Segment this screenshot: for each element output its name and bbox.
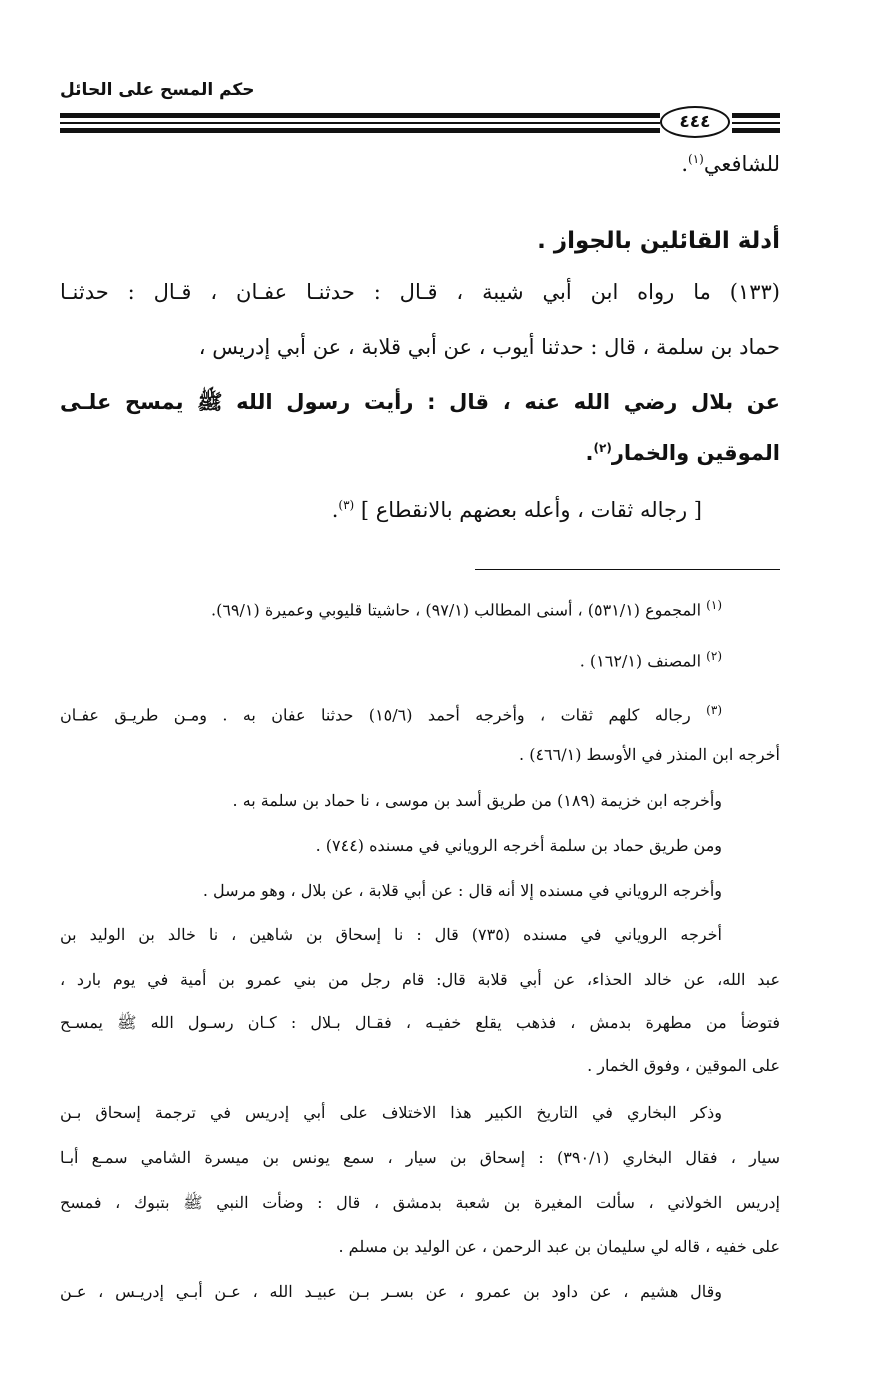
footnote-line: على خفيه ، قاله لي سليمان بن عبد الرحمن ، عن الوليد بن مسلم . [338,1237,780,1256]
grading-text: [ رجاله ثقات ، وأعله بعضهم بالانقطاع ] [360,498,702,522]
footnote-line: سيار ، فقال البخاري (٣٩٠/١) : إسحاق بن سيار ، سمع يونس بن ميسرة الشامي سمـع أبـا [60,1148,780,1167]
page-number: ٤٤٤ [660,106,730,138]
footnote-number: (١) [706,598,722,612]
footnote-ref: (٣) [338,498,355,512]
footnote-line: إدريس الخولاني ، سألت المغيرة بن شعبة بدمشق ، قال : وضأت النبي ﷺ بتبوك ، فمسح [60,1193,780,1212]
footnote-line: ومن طريق حماد بن سلمة أخرجه الروياني في مسنده (٧٤٤) . [315,836,722,855]
footnote-ref: (١) [688,152,704,166]
footnote-line: وقال هشيم ، عن داود بن عمرو ، عن بسـر بـن عبيـد الله ، عـن أبـي إدريـس ، عـن [60,1282,722,1301]
text-span: . [585,441,594,465]
running-title: حكم المسح على الحائل [60,80,255,100]
footnote-text: المجموع (٥٣١/١) ، أسنى المطالب (٩٧/١) ، حاشيتا قليوبي وعميرة (٦٩/١). [211,600,702,620]
footnote-line: على الموقين ، وفوق الخمار . [587,1056,780,1075]
footnote-3 [60,703,722,724]
hadith-line: حماد بن سلمة ، قال : حدثنا أيوب ، عن أبي قلابة ، عن أبي إدريس ، [198,335,780,359]
footnote-line: وأخرجه الروياني في مسنده إلا أنه قال : عن أبي قلابة ، عن بلال ، وهو مرسل . [202,881,722,900]
footnote-text: المصنف (١٦٢/١) . [579,651,702,671]
footnote-line: عبد الله، عن خالد الحذاء، عن أبي قلابة قال: قام رجل من بني عمرو بن أمية في يوم بارد ، [60,970,780,989]
footnote-number: (٣) [706,703,722,717]
text-span: للشافعي [703,152,780,176]
footnote-ref: (٢) [593,441,612,455]
text-span: . [681,152,689,176]
hadith-line: (١٣٣) ما رواه ابن أبي شيبة ، قـال : حدثنـا عفـان ، قـال : حدثنـا [60,280,780,304]
footnotes [60,0,780,1389]
text-span: الموقين والخمار [611,441,780,465]
footnote-line: وأخرجه ابن خزيمة (١٨٩) من طريق أسد بن موسى ، نا حماد بن سلمة به . [232,791,722,810]
footnote-line: فتوضأ من مطهرة بدمش ، فذهب يقلع خفيـه ، فقـال بـلال : كـان رسـول الله ﷺ يمسـح [60,1013,780,1032]
section-heading: أدلة القائلين بالجواز . [537,228,780,254]
footnote-line: أخرجه ابن المنذر في الأوسط (٤٦٦/١) . [519,745,780,764]
text-span: . [331,498,339,522]
footnote-text: رجاله كلهم ثقات ، وأخرجه أحمد (١٥/٦) حدثنا عفان به . ومـن طريـق عفـان [60,705,691,725]
footnote-2 [580,649,722,670]
footnote-number: (٢) [706,649,722,663]
hadith-matn-line: عن بلال رضي الله عنه ، قال : رأيت رسول الله ﷺ يمسح علـى [60,390,780,414]
footnote-line: وذكر البخاري في التاريخ الكبير هذا الاختلاف على أبي إدريس في ترجمة إسحاق بـن [60,1103,722,1122]
footnote-1 [211,598,722,619]
footnote-line: أخرجه الروياني في مسنده (٧٣٥) قال : نا إسحاق بن شاهين ، نا خالد بن الوليد بن [60,925,723,944]
